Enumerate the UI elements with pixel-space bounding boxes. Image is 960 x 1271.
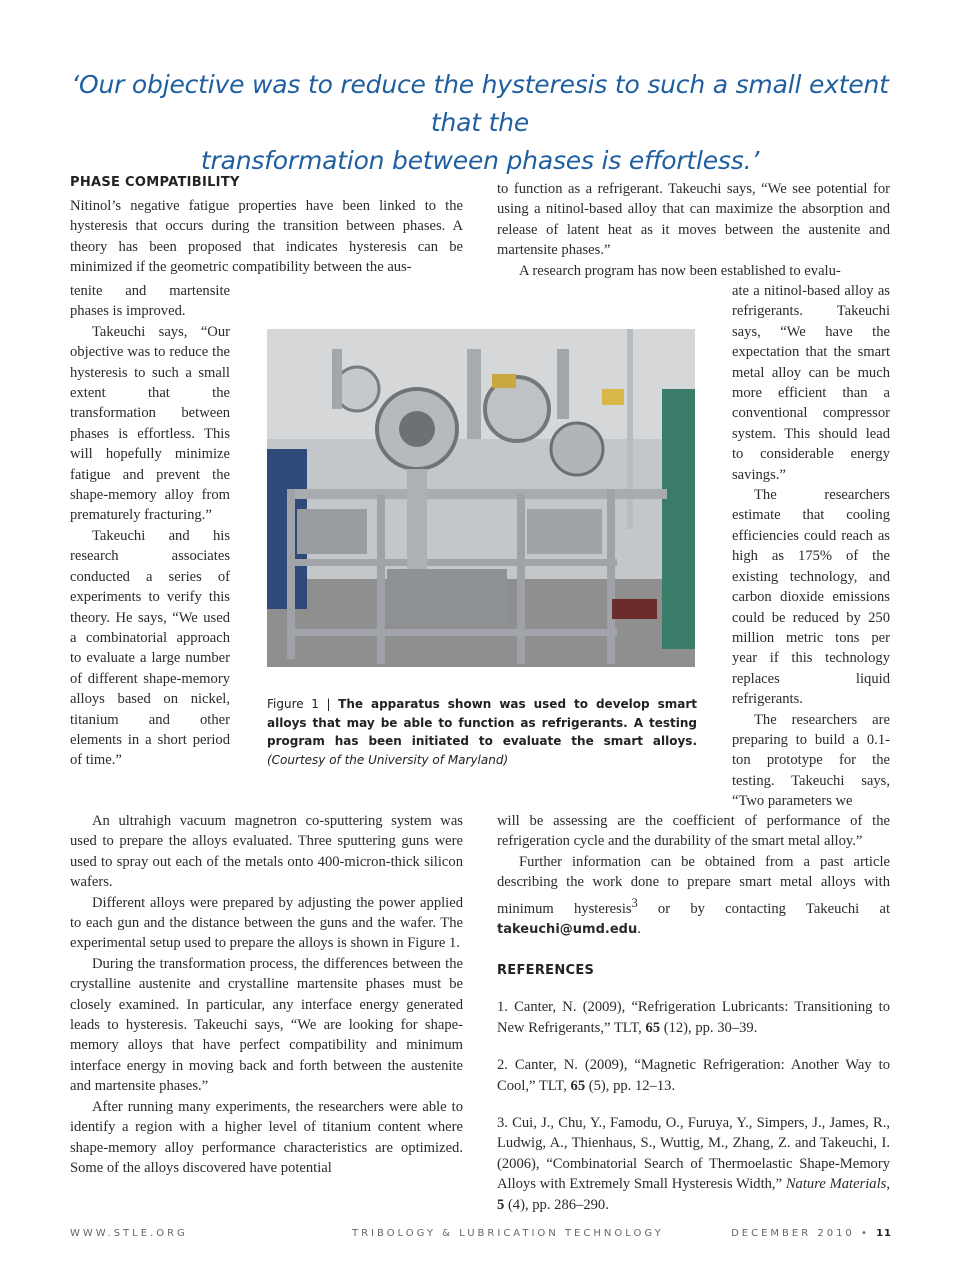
- reference-3-journal: Nature Materials: [785, 1176, 887, 1193]
- paragraph-experiments: Takeuchi and his research associates conducted a series of experiments to verify this theory. He says, “We used a combinatorial approach to evaluate a large number of different shape-memory alloys based on nickel, titanium and other elements in a short period of time.”: [70, 527, 230, 769]
- reference-2-text: 2. Canter, N. (2009), “Magnetic Refrigeration: Another Way to Cool,” TLT,: [497, 1057, 890, 1094]
- right-column-narrow: [732, 281, 890, 812]
- figure-apparatus-photo: [267, 329, 695, 667]
- right-column-bottom: [497, 811, 890, 1215]
- paragraph-refrigerant: to function as a refrigerant. Takeuchi says, “We see potential for using a nitinol-based alloy that can maximize the absorption and release of latent heat as it moves between the austenite and martensite phases.”: [497, 181, 890, 259]
- reference-3-pages: (4), pp. 286–290.: [504, 1196, 609, 1213]
- paragraph-alloy-preparation: Different alloys were prepared by adjusting the power applied to each gun and the distance between the guns and the wafer. The experimental setup used to prepare the alloys is shown in Figure 1.: [70, 894, 463, 952]
- section-heading: PHASE COMPATIBILITY: [70, 175, 240, 190]
- paragraph-titanium-region: After running many experiments, the researchers were able to identify a region with a higher level of titanium content where shape-memory alloy performance characteristics are optimized. Some of the alloys discovered have potential: [70, 1098, 463, 1176]
- paragraph-nitinol-fatigue: Nitinol’s negative fatigue properties have been linked to the hysteresis that occurs during the transition between phases. A theory has been proposed that indicates hysteresis can be minimized if the geometric compatibility between the aus-: [70, 198, 463, 276]
- paragraph-prototype: The researchers are preparing to build a 0.1-ton prototype for the testing. Takeuchi says, “Two parameters we: [732, 711, 890, 810]
- right-column-top: [497, 179, 890, 281]
- figure-caption-text: The apparatus shown was used to develop smart alloys that may be able to function as refrigerants. A testing program has been initiated to evaluate the smart alloys.: [267, 697, 697, 748]
- reference-1-text: 1. Canter, N. (2009), “Refrigeration Lubricants: Transitioning to New Refrigerants,” TLT,: [497, 999, 890, 1036]
- page-number: 11: [876, 1228, 892, 1239]
- footer-website[interactable]: WWW.STLE.ORG: [70, 1228, 188, 1239]
- footer-issue-page: [731, 1228, 892, 1239]
- footer-separator: •: [860, 1228, 870, 1239]
- reference-3-volume: 5: [497, 1196, 505, 1213]
- reference-2-pages: (5), pp. 12–13.: [585, 1077, 676, 1094]
- left-column-bottom: [70, 811, 463, 1178]
- pull-quote-line-2: transformation between phases is effortless.’: [200, 146, 760, 175]
- reference-3-text: 3. Cui, J., Chu, Y., Famodu, O., Furuya, Y., Simpers, J., James, R., Ludwig, A., Thienhaus, S., Wuttig, M., Zhang, Z. and Takeuchi, I. (2006), “Combinatorial Search of Thermoelastic Shape-Memory Alloys with Extremely Small Hysteresis Width,”: [497, 1114, 890, 1193]
- paragraph-nitinol-fatigue-end: tenite and martensite phases is improved.: [70, 283, 230, 320]
- apparatus-illustration: [267, 329, 695, 667]
- figure-credit: (Courtesy of the University of Maryland): [267, 752, 509, 767]
- figure-label: Figure 1 |: [267, 697, 339, 711]
- paragraph-prototype-end: will be assessing are the coefficient of performance of the refrigeration cycle and the durability of the smart metal alloy.”: [497, 813, 890, 850]
- left-column-top: [70, 174, 463, 278]
- reference-2: [497, 1055, 890, 1096]
- reference-superscript: 3: [631, 895, 638, 910]
- reference-1: [497, 997, 890, 1038]
- further-info-text: Further information can be obtained from a past article describing the work done to prepare smart metal alloys with minimum hysteresis: [497, 853, 890, 917]
- pull-quote: [60, 66, 900, 180]
- reference-1-volume: 65: [645, 1019, 661, 1036]
- email-link[interactable]: takeuchi@umd.edu: [497, 921, 638, 937]
- further-info-end: .: [637, 920, 641, 937]
- footer-publication: TRIBOLOGY & LUBRICATION TECHNOLOGY: [352, 1228, 664, 1239]
- paragraph-research-program-end: ate a nitinol-based alloy as refrigerants. Takeuchi says, “We have the expectation that the smart metal alloy can be much more efficient than a conventional compressor system. This should lead to considerable energy savings.”: [732, 283, 890, 483]
- pull-quote-line-1: ‘Our objective was to reduce the hysteresis to such a small extent that the: [71, 70, 889, 137]
- reference-3: [497, 1113, 890, 1215]
- reference-2-volume: 65: [570, 1077, 586, 1094]
- references-heading: REFERENCES: [497, 963, 595, 979]
- left-column-narrow: [70, 281, 230, 771]
- paragraph-research-program: A research program has now been established to evalu-: [519, 262, 841, 279]
- paragraph-transformation: During the transformation process, the differences between the crystalline austenite and crystalline martensite phases must be closely examined. In particular, any interface energy generated leads to hysteresis. Takeuchi says, “We are looking for shape-memory alloys that have perfect compatibility and minimum interface energy in moving back and forth between the austenite and martensite phases.”: [70, 955, 463, 1095]
- reference-1-pages: (12), pp. 30–39.: [660, 1019, 758, 1036]
- paragraph-sputtering: An ultrahigh vacuum magnetron co-sputtering system was used to prepare the alloys evaluated. Three sputtering guns were used to spray out each of the metals onto 400-micron-thick silicon wafers.: [70, 813, 463, 891]
- figure-caption: [267, 695, 697, 769]
- further-info-mid: or by contacting Takeuchi at: [637, 900, 890, 917]
- paragraph-efficiency: The researchers estimate that cooling efficiencies could reach as high as 175% of the existing technology, and carbon dioxide emissions could be reduced by 250 million metric tons per year if this technology replaces liquid refrigerants.: [732, 487, 890, 708]
- paragraph-takeuchi-objective: Takeuchi says, “Our objective was to reduce the hysteresis to such a small extent that the transformation between phases is effortless. This will hopefully minimize fatigue and prevent the shape-memory alloy from prematurely fracturing.”: [70, 323, 230, 524]
- footer-issue: DECEMBER 2010: [731, 1228, 855, 1239]
- paragraph-further-info: [497, 852, 890, 940]
- reference-3-separator: ,: [886, 1176, 890, 1193]
